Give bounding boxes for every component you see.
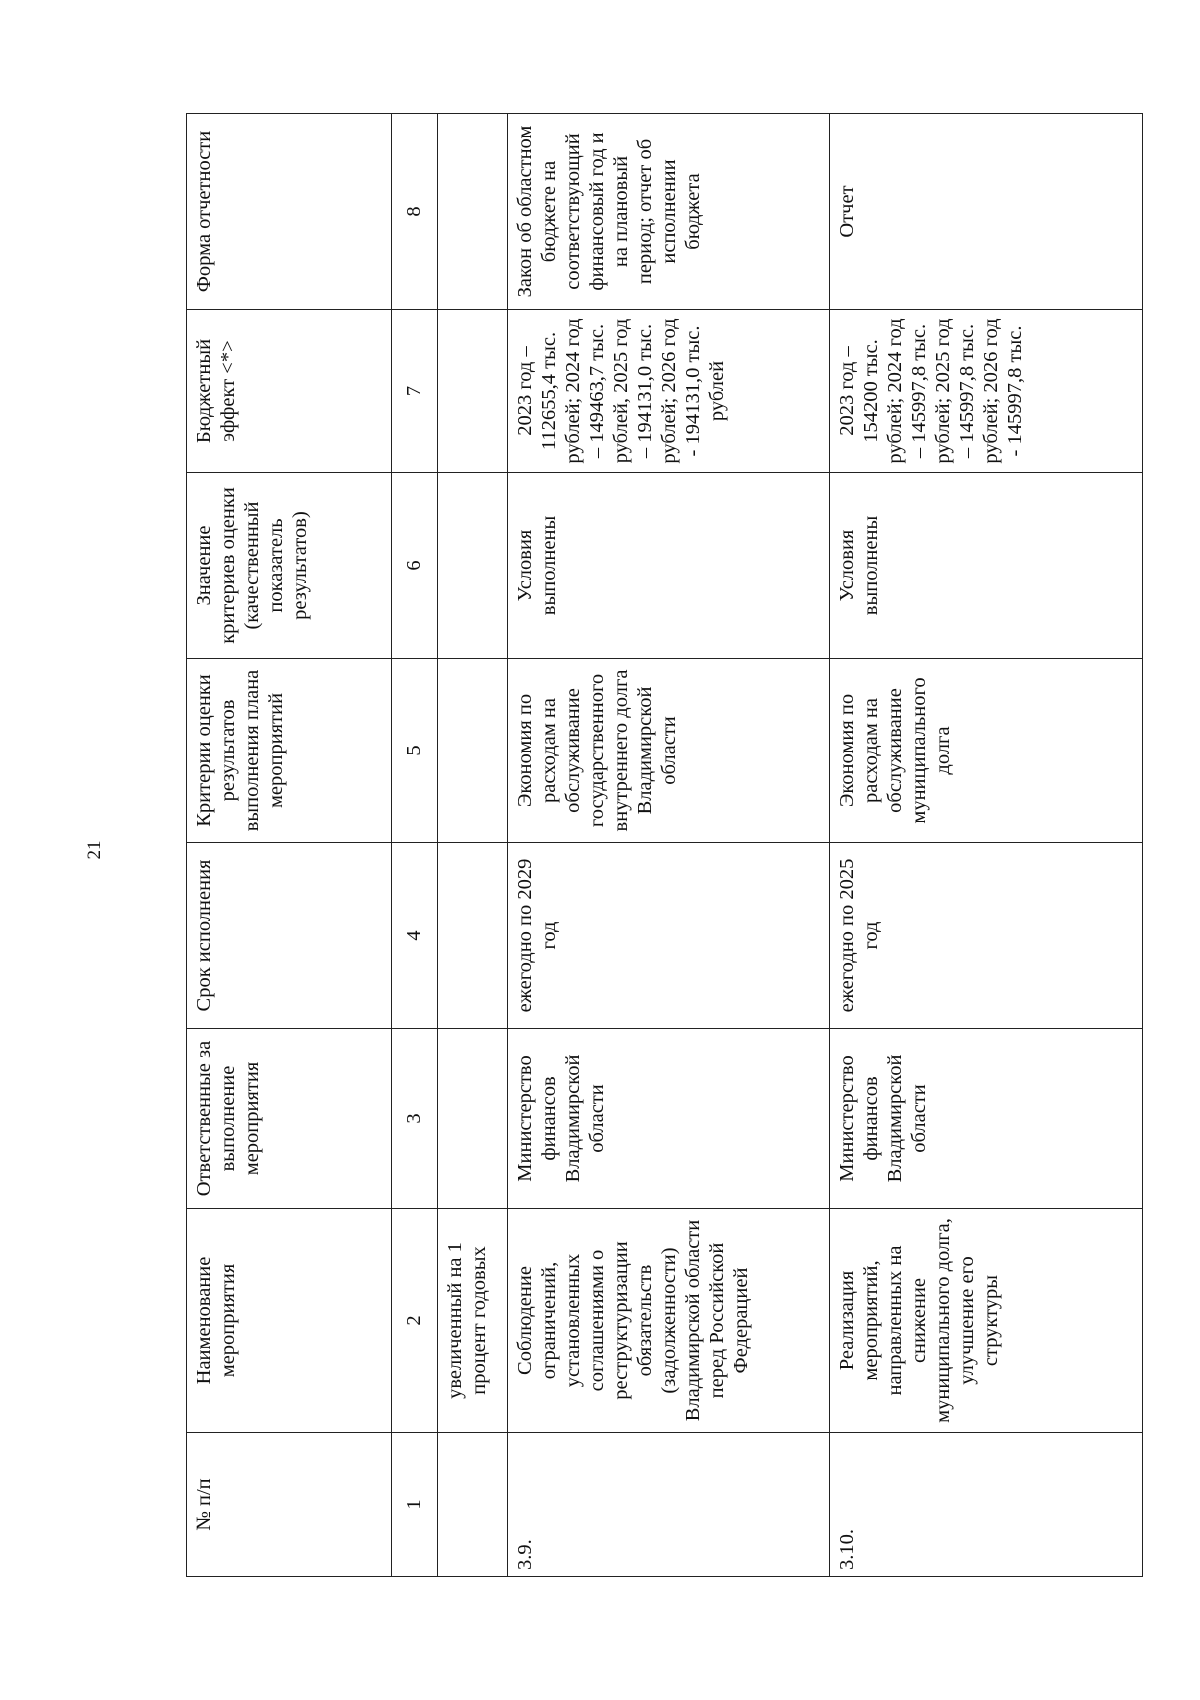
column-number: 8 — [392, 114, 438, 310]
table-cell: Экономия по расходам на обслуживание муниципального долга — [830, 659, 1143, 843]
measures-table — [186, 113, 1143, 1577]
column-number: 5 — [392, 659, 438, 843]
table-cell: Условия выполнены — [830, 473, 1143, 659]
table-cell: Экономия по расходам на обслуживание государственного внутреннего долга Владимирской области — [508, 659, 830, 843]
header-report: Форма отчетности — [187, 114, 392, 310]
table-cell — [438, 659, 508, 843]
table-cell: Реализация мероприятий, направленных на снижение муниципального долга, улучшение его структуры — [830, 1209, 1143, 1433]
table-cell: 3.10. — [830, 1433, 1143, 1577]
table-cell — [438, 843, 508, 1029]
continuation-row — [438, 114, 508, 1577]
table-cell: Соблюдение ограничений, установленных соглашениями о реструктуризации обязательств (задолженности) Владимирской области перед Российской Федерацией — [508, 1209, 830, 1433]
table-row — [508, 114, 830, 1577]
table-cell: Министерство финансов Владимирской области — [830, 1029, 1143, 1209]
table-cell — [438, 114, 508, 310]
column-number: 7 — [392, 310, 438, 473]
table-cell — [438, 1029, 508, 1209]
column-number: 3 — [392, 1029, 438, 1209]
table-cell: 2023 год – 112655,4 тыс. рублей; 2024 год – 149463,7 тыс. рублей, 2025 год – 194131,0 тыс. рублей; 2026 год - 194131,0 тыс. рублей — [508, 310, 830, 473]
table-cell: Закон об областном бюджете на соответствующий финансовый год и на плановый период; отчет об исполнении бюджета — [508, 114, 830, 310]
header-effect: Бюджетный эффект <*> — [187, 310, 392, 473]
table-row — [830, 114, 1143, 1577]
header-criteria: Критерии оценки результатов выполнения плана мероприятий — [187, 659, 392, 843]
header-value: Значение критериев оценки (качественный показатель результатов) — [187, 473, 392, 659]
table-header-row — [187, 114, 392, 1577]
table-container — [186, 114, 1142, 1577]
column-number: 2 — [392, 1209, 438, 1433]
table-cell: увеличенный на 1 процент годовых — [438, 1209, 508, 1433]
header-name: Наименование мероприятия — [187, 1209, 392, 1433]
column-number: 4 — [392, 843, 438, 1029]
table-cell — [438, 310, 508, 473]
header-num: № п/п — [187, 1433, 392, 1577]
header-responsible: Ответственные за выполнение мероприятия — [187, 1029, 392, 1209]
column-number: 1 — [392, 1433, 438, 1577]
column-number: 6 — [392, 473, 438, 659]
table-cell: Отчет — [830, 114, 1143, 310]
table-cell — [438, 1433, 508, 1577]
table-cell: ежегодно по 2029 год — [508, 843, 830, 1029]
page-number: 21 — [84, 840, 105, 860]
table-cell: 2023 год – 154200 тыс. рублей; 2024 год – 145997,8 тыс. рублей; 2025 год – 145997,8 тыс. рублей; 2026 год - 145997,8 тыс. — [830, 310, 1143, 473]
table-cell: Министерство финансов Владимирской области — [508, 1029, 830, 1209]
table-cell: 3.9. — [508, 1433, 830, 1577]
table-cell: ежегодно по 2025 год — [830, 843, 1143, 1029]
table-cell — [438, 473, 508, 659]
table-cell: Условия выполнены — [508, 473, 830, 659]
column-number-row — [392, 114, 438, 1577]
header-deadline: Срок исполнения — [187, 843, 392, 1029]
